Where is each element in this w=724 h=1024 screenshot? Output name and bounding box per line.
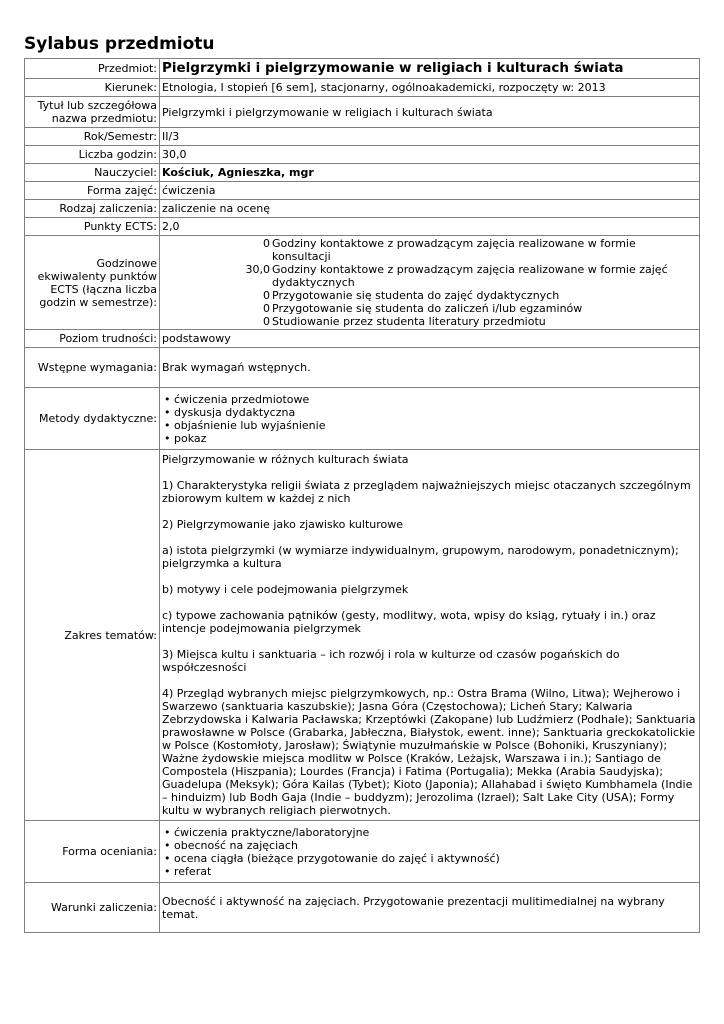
- label-przedmiot: Przedmiot:: [25, 59, 160, 79]
- row-metody: [25, 388, 700, 450]
- row-godziny: [25, 146, 700, 164]
- ects-item-hours: 30,0: [245, 263, 270, 276]
- metody-list: [162, 393, 697, 445]
- label-metody: Metody dydaktyczne:: [25, 388, 160, 450]
- value-rok: II/3: [160, 128, 700, 146]
- ects-item: [162, 263, 697, 289]
- ects-item: [162, 289, 697, 302]
- label-zaliczenie: Rodzaj zaliczenia:: [25, 200, 160, 218]
- ects-item: [162, 237, 697, 263]
- value-zakres: [160, 450, 700, 821]
- label-warunki: Warunki zaliczenia:: [25, 883, 160, 933]
- topic-paragraph: Pielgrzymowanie w różnych kulturach świata: [162, 453, 409, 466]
- label-oceniania: Forma oceniania:: [25, 821, 160, 883]
- row-ekwiwalenty: [25, 236, 700, 330]
- label-godziny: Liczba godzin:: [25, 146, 160, 164]
- label-tytul: Tytuł lub szczegółowa nazwa przedmiotu:: [25, 97, 160, 128]
- row-zakres: [25, 450, 700, 821]
- ects-item: [162, 315, 697, 328]
- label-poziom: Poziom trudności:: [25, 330, 160, 348]
- syllabus-table: [24, 58, 700, 933]
- row-nauczyciel: [25, 164, 700, 182]
- label-zakres: Zakres tematów:: [25, 450, 160, 821]
- label-kierunek: Kierunek:: [25, 79, 160, 97]
- label-nauczyciel: Nauczyciel:: [25, 164, 160, 182]
- list-item: • objaśnienie lub wyjaśnienie: [164, 419, 697, 432]
- ects-item-text: Studiowanie przez studenta literatury przedmiotu: [272, 315, 546, 328]
- topic-paragraph: a) istota pielgrzymki (w wymiarze indywidualnym, grupowym, narodowym, ponadetnicznym); pielgrzymka a kultura: [162, 544, 679, 570]
- value-poziom: podstawowy: [160, 330, 700, 348]
- value-nauczyciel: Kościuk, Agnieszka, mgr: [160, 164, 700, 182]
- list-item: • pokaz: [164, 432, 697, 445]
- list-item: • ocena ciągła (bieżące przygotowanie do zajęć i aktywność): [164, 852, 697, 865]
- ects-item-text: Godziny kontaktowe z prowadzącym zajęcia realizowane w formie zajęć dydaktycznych: [272, 263, 668, 289]
- row-wymagania: [25, 348, 700, 388]
- topic-paragraph: b) motywy i cele podejmowania pielgrzymek: [162, 583, 409, 596]
- row-forma: [25, 182, 700, 200]
- value-metody: [160, 388, 700, 450]
- topic-paragraph: 3) Miejsca kultu i sanktuaria – ich rozwój i rola w kulturze od czasów pogańskich do współczesności: [162, 648, 620, 674]
- row-zaliczenie: [25, 200, 700, 218]
- row-ects: [25, 218, 700, 236]
- oceniania-list: [162, 826, 697, 878]
- value-forma: ćwiczenia: [160, 182, 700, 200]
- value-tytul: Pielgrzymki i pielgrzymowanie w religiach i kulturach świata: [160, 97, 700, 128]
- ects-item-hours: 0: [263, 315, 270, 328]
- row-poziom: [25, 330, 700, 348]
- value-ekwiwalenty: [160, 236, 700, 330]
- ects-item: [162, 302, 697, 315]
- ects-item-text: Przygotowanie się studenta do zajęć dydaktycznych: [272, 289, 560, 302]
- label-ekwiwalenty: Godzinowe ekwiwalenty punktów ECTS (łączna liczba godzin w semestrze):: [25, 236, 160, 330]
- row-tytul: [25, 97, 700, 128]
- list-item: • ćwiczenia praktyczne/laboratoryjne: [164, 826, 697, 839]
- list-item: • referat: [164, 865, 697, 878]
- label-forma: Forma zajęć:: [25, 182, 160, 200]
- value-godziny: 30,0: [160, 146, 700, 164]
- value-ects: 2,0: [160, 218, 700, 236]
- value-zaliczenie: zaliczenie na ocenę: [160, 200, 700, 218]
- list-item: • obecność na zajęciach: [164, 839, 697, 852]
- ects-item-text: Przygotowanie się studenta do zaliczeń i/lub egzaminów: [272, 302, 583, 315]
- ects-item-text: Godziny kontaktowe z prowadzącym zajęcia realizowane w formie konsultacji: [272, 237, 636, 263]
- row-warunki: [25, 883, 700, 933]
- ects-item-hours: 0: [263, 237, 270, 250]
- row-rok: [25, 128, 700, 146]
- row-kierunek: [25, 79, 700, 97]
- ects-item-hours: 0: [263, 289, 270, 302]
- value-przedmiot: Pielgrzymki i pielgrzymowanie w religiach i kulturach świata: [160, 59, 700, 79]
- value-wymagania: Brak wymagań wstępnych.: [160, 348, 700, 388]
- row-oceniania: [25, 821, 700, 883]
- ects-item-hours: 0: [263, 302, 270, 315]
- row-przedmiot: [25, 59, 700, 79]
- value-warunki: Obecność i aktywność na zajęciach. Przygotowanie prezentacji mulitimedialnej na wybrany temat.: [160, 883, 700, 933]
- page-title: Sylabus przedmiotu: [24, 34, 215, 54]
- value-oceniania: [160, 821, 700, 883]
- topic-paragraph: 2) Pielgrzymowanie jako zjawisko kulturowe: [162, 518, 404, 531]
- list-item: • ćwiczenia przedmiotowe: [164, 393, 697, 406]
- topic-paragraph: 4) Przegląd wybranych miejsc pielgrzymkowych, np.: Ostra Brama (Wilno, Litwa); Wejherowo i Swarzewo (sanktuaria kaszubskie); Jasna Góra (Częstochowa); Licheń Stary; Kalwaria Zebrzydowska i Kalwaria Pacławska; Krzeptówki (Zakopane) lub Ludźmierz (Podhale); Sanktuaria prawosławne w Polsce (Grabarka, Jabłeczna, Białystok, ewent. inne); Sanktuaria greckokatolickie w Polsce (Kostomłoty, Jarosław); Świątynie muzułmańskie w Polsce (Bohoniki, Kruszyniany); Ważne żydowskie miejsca modlitw w Polsce (Kraków, Leżajsk, Warszawa i in.); Santiago de Compostela (Hiszpania); Lourdes (Francja) i Fatima (Portugalia); Mekka (Arabia Saudyjska); Guadelupa (Meksyk); Góra Kailas (Tybet); Kioto (Japonia); Allahabad i święto Kumbhamela (Indie – hinduizm) lub Bodh Gaja (Indie – buddyzm); Jerozolima (Izrael); Salt Lake City (USA); Formy kultu w wybranych religiach pierwotnych.: [162, 687, 696, 817]
- topic-paragraph: 1) Charakterystyka religii świata z przeglądem najważniejszych miejsc otaczanych szczególnym zbiorowym kultem w każdej z nich: [162, 479, 691, 505]
- label-wymagania: Wstępne wymagania:: [25, 348, 160, 388]
- topic-paragraph: c) typowe zachowania pątników (gesty, modlitwy, wota, wpisy do ksiąg, rytuały i in.) oraz intencje podejmowania pielgrzymek: [162, 609, 656, 635]
- list-item: • dyskusja dydaktyczna: [164, 406, 697, 419]
- label-rok: Rok/Semestr:: [25, 128, 160, 146]
- value-kierunek: Etnologia, I stopień [6 sem], stacjonarny, ogólnoakademicki, rozpoczęty w: 2013: [160, 79, 700, 97]
- label-ects: Punkty ECTS:: [25, 218, 160, 236]
